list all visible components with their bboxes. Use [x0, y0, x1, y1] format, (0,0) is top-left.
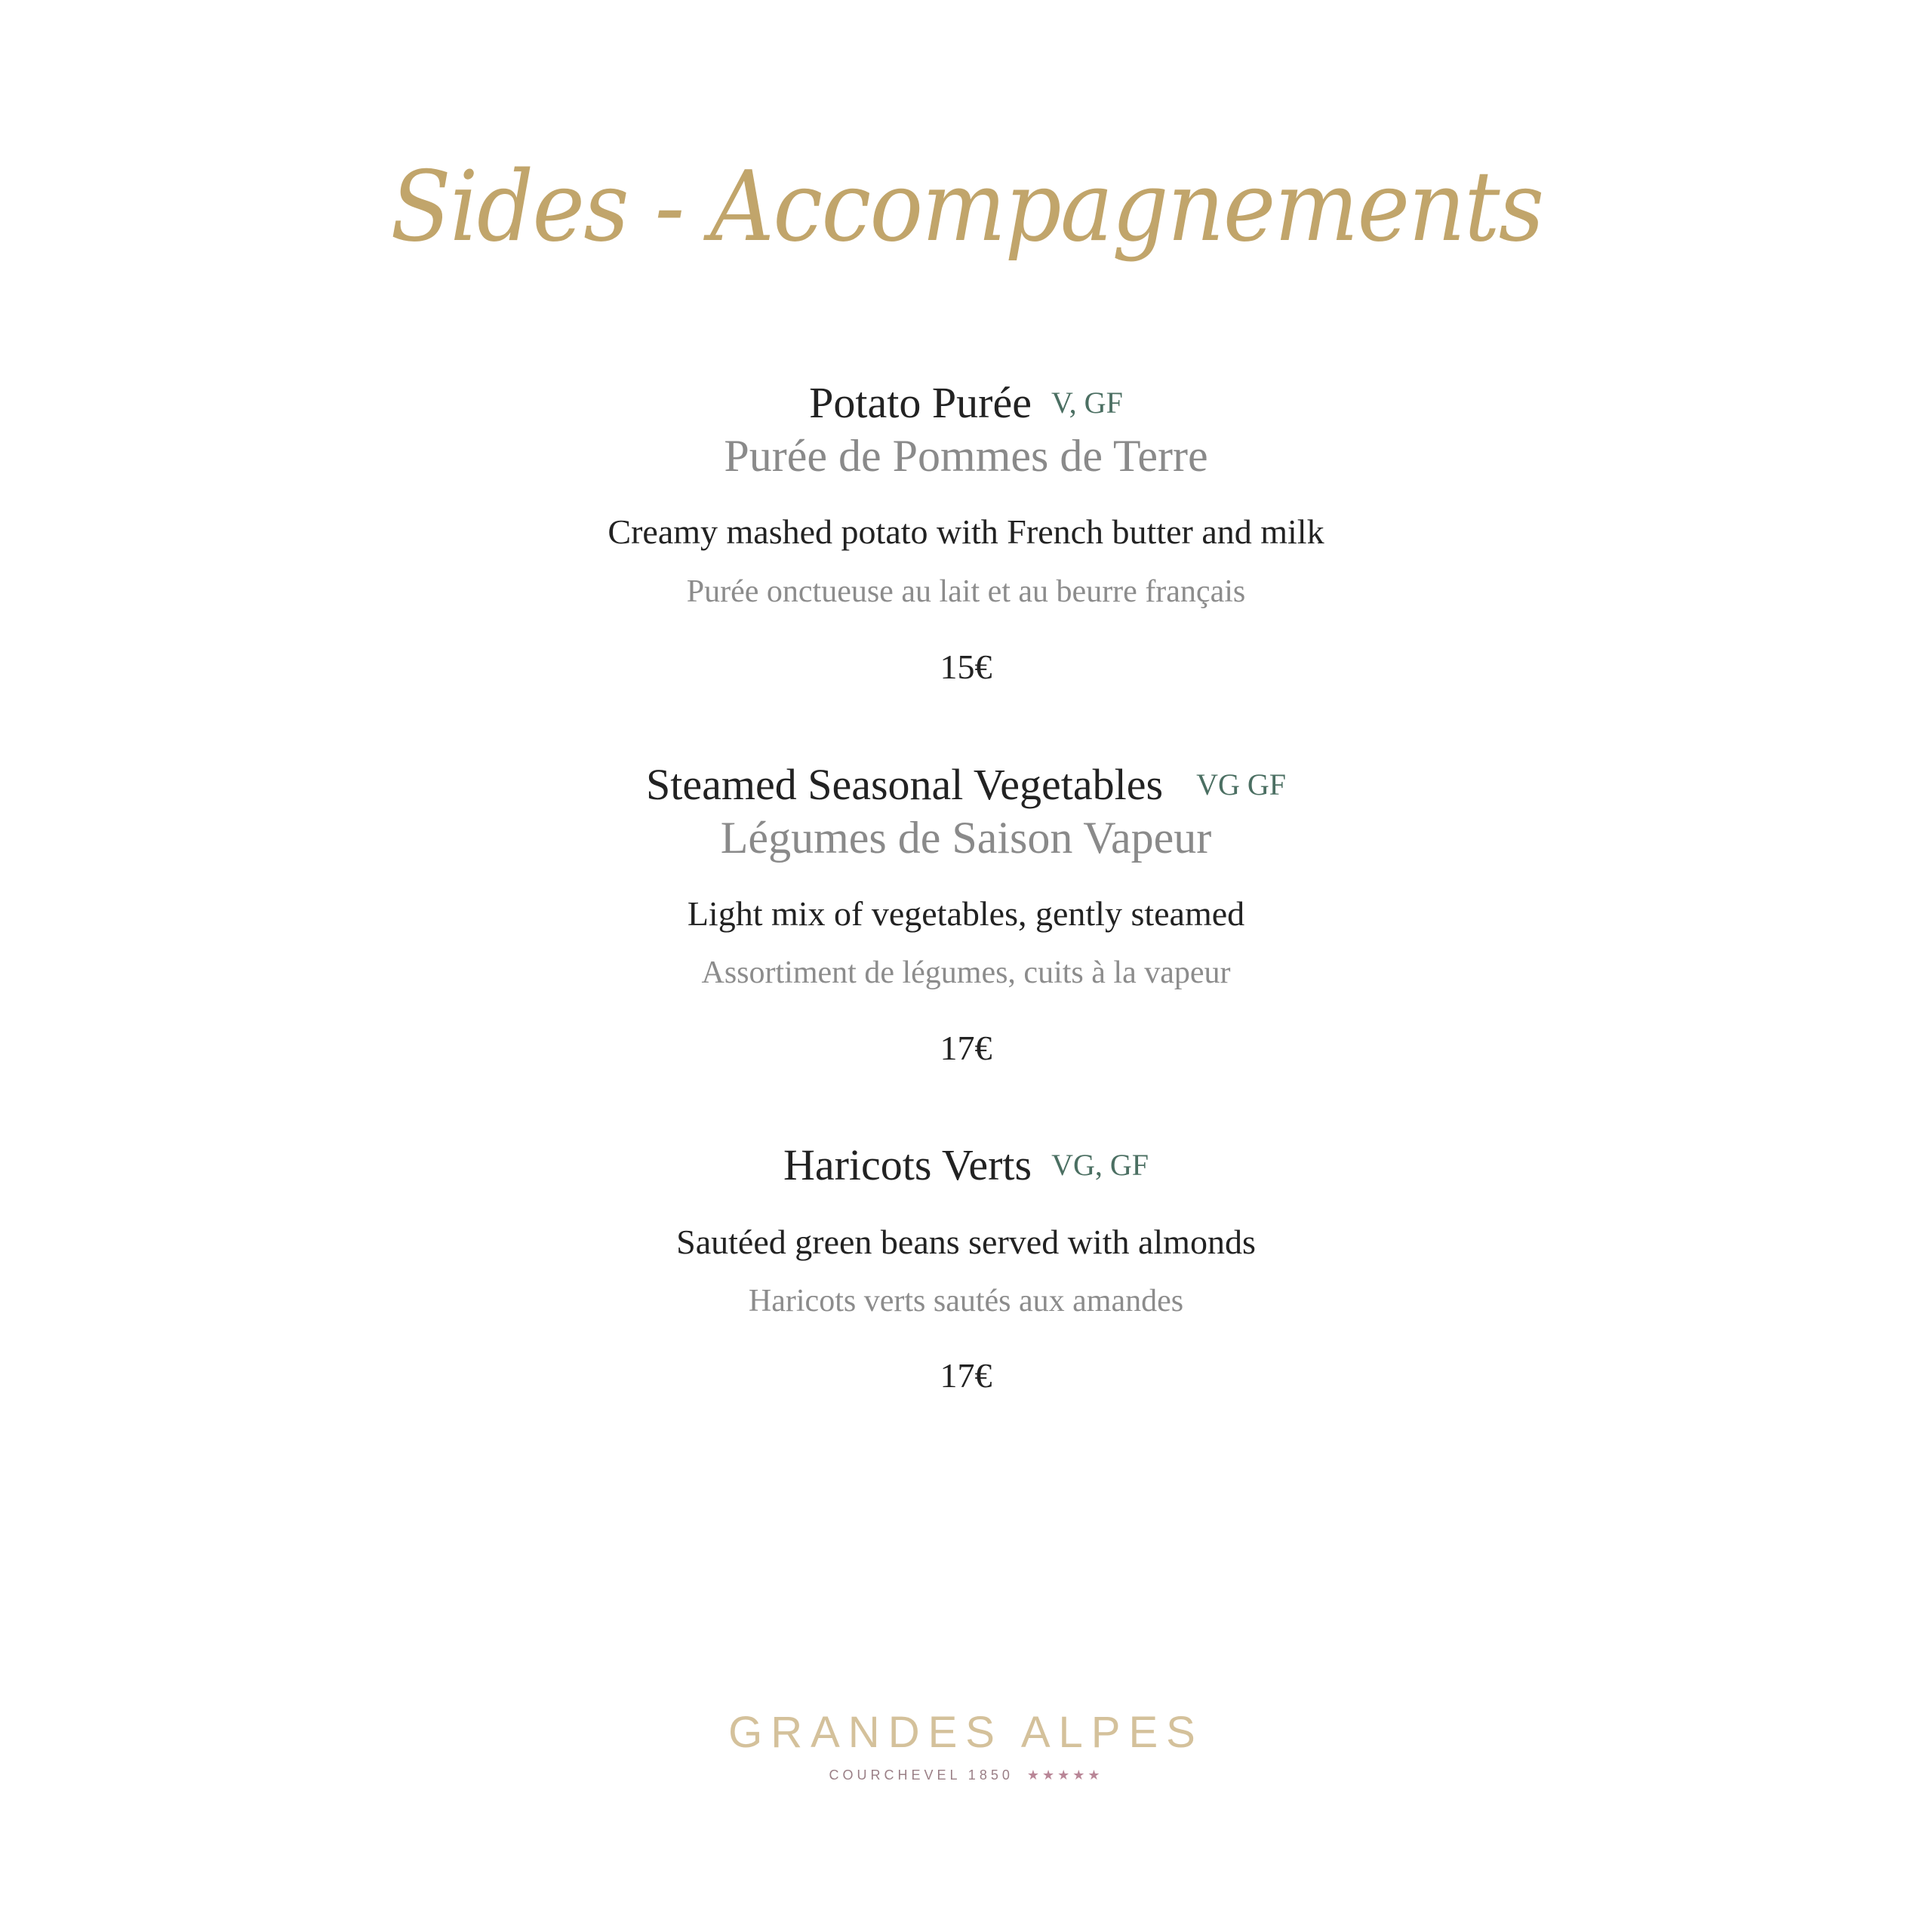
item-2-heading — [0, 759, 1932, 810]
item-2-description-fr: Assortiment de légumes, cuits à la vapeur — [701, 955, 1231, 990]
item-2-price: 17€ — [940, 1029, 992, 1067]
item-3-name: Haricots Verts — [783, 1140, 1032, 1189]
item-1-name: Potato Purée — [809, 378, 1032, 427]
item-1-tags: V, GF — [1051, 386, 1123, 420]
item-1-heading — [0, 377, 1932, 428]
item-2-name: Steamed Seasonal Vegetables — [646, 760, 1164, 809]
item-3-heading — [0, 1140, 1932, 1190]
brand-logo: GRANDES ALPES — [728, 1708, 1204, 1757]
item-1-price: 15€ — [940, 648, 992, 686]
item-2-description: Light mix of vegetables, gently steamed — [687, 894, 1245, 933]
item-2-tags: VG GF — [1196, 768, 1286, 801]
brand-logo-subtitle — [0, 1767, 1932, 1783]
item-3-price: 17€ — [940, 1356, 992, 1395]
brand-location: COURCHEVEL 1850 — [829, 1767, 1014, 1783]
star-rating-icon: ★★★★★ — [1026, 1767, 1103, 1783]
item-3-tags: VG, GF — [1051, 1148, 1149, 1182]
item-2-name-fr: Légumes de Saison Vapeur — [720, 813, 1212, 863]
item-1-description-fr: Purée onctueuse au lait et au beurre français — [686, 574, 1246, 609]
menu-title: Sides - Accompagnements — [390, 151, 1543, 263]
item-1-description: Creamy mashed potato with French butter and milk — [608, 512, 1324, 551]
item-3-description-fr: Haricots verts sautés aux amandes — [748, 1284, 1184, 1318]
item-1-name-fr: Purée de Pommes de Terre — [724, 431, 1208, 481]
item-3-description: Sautéed green beans served with almonds — [676, 1223, 1256, 1261]
